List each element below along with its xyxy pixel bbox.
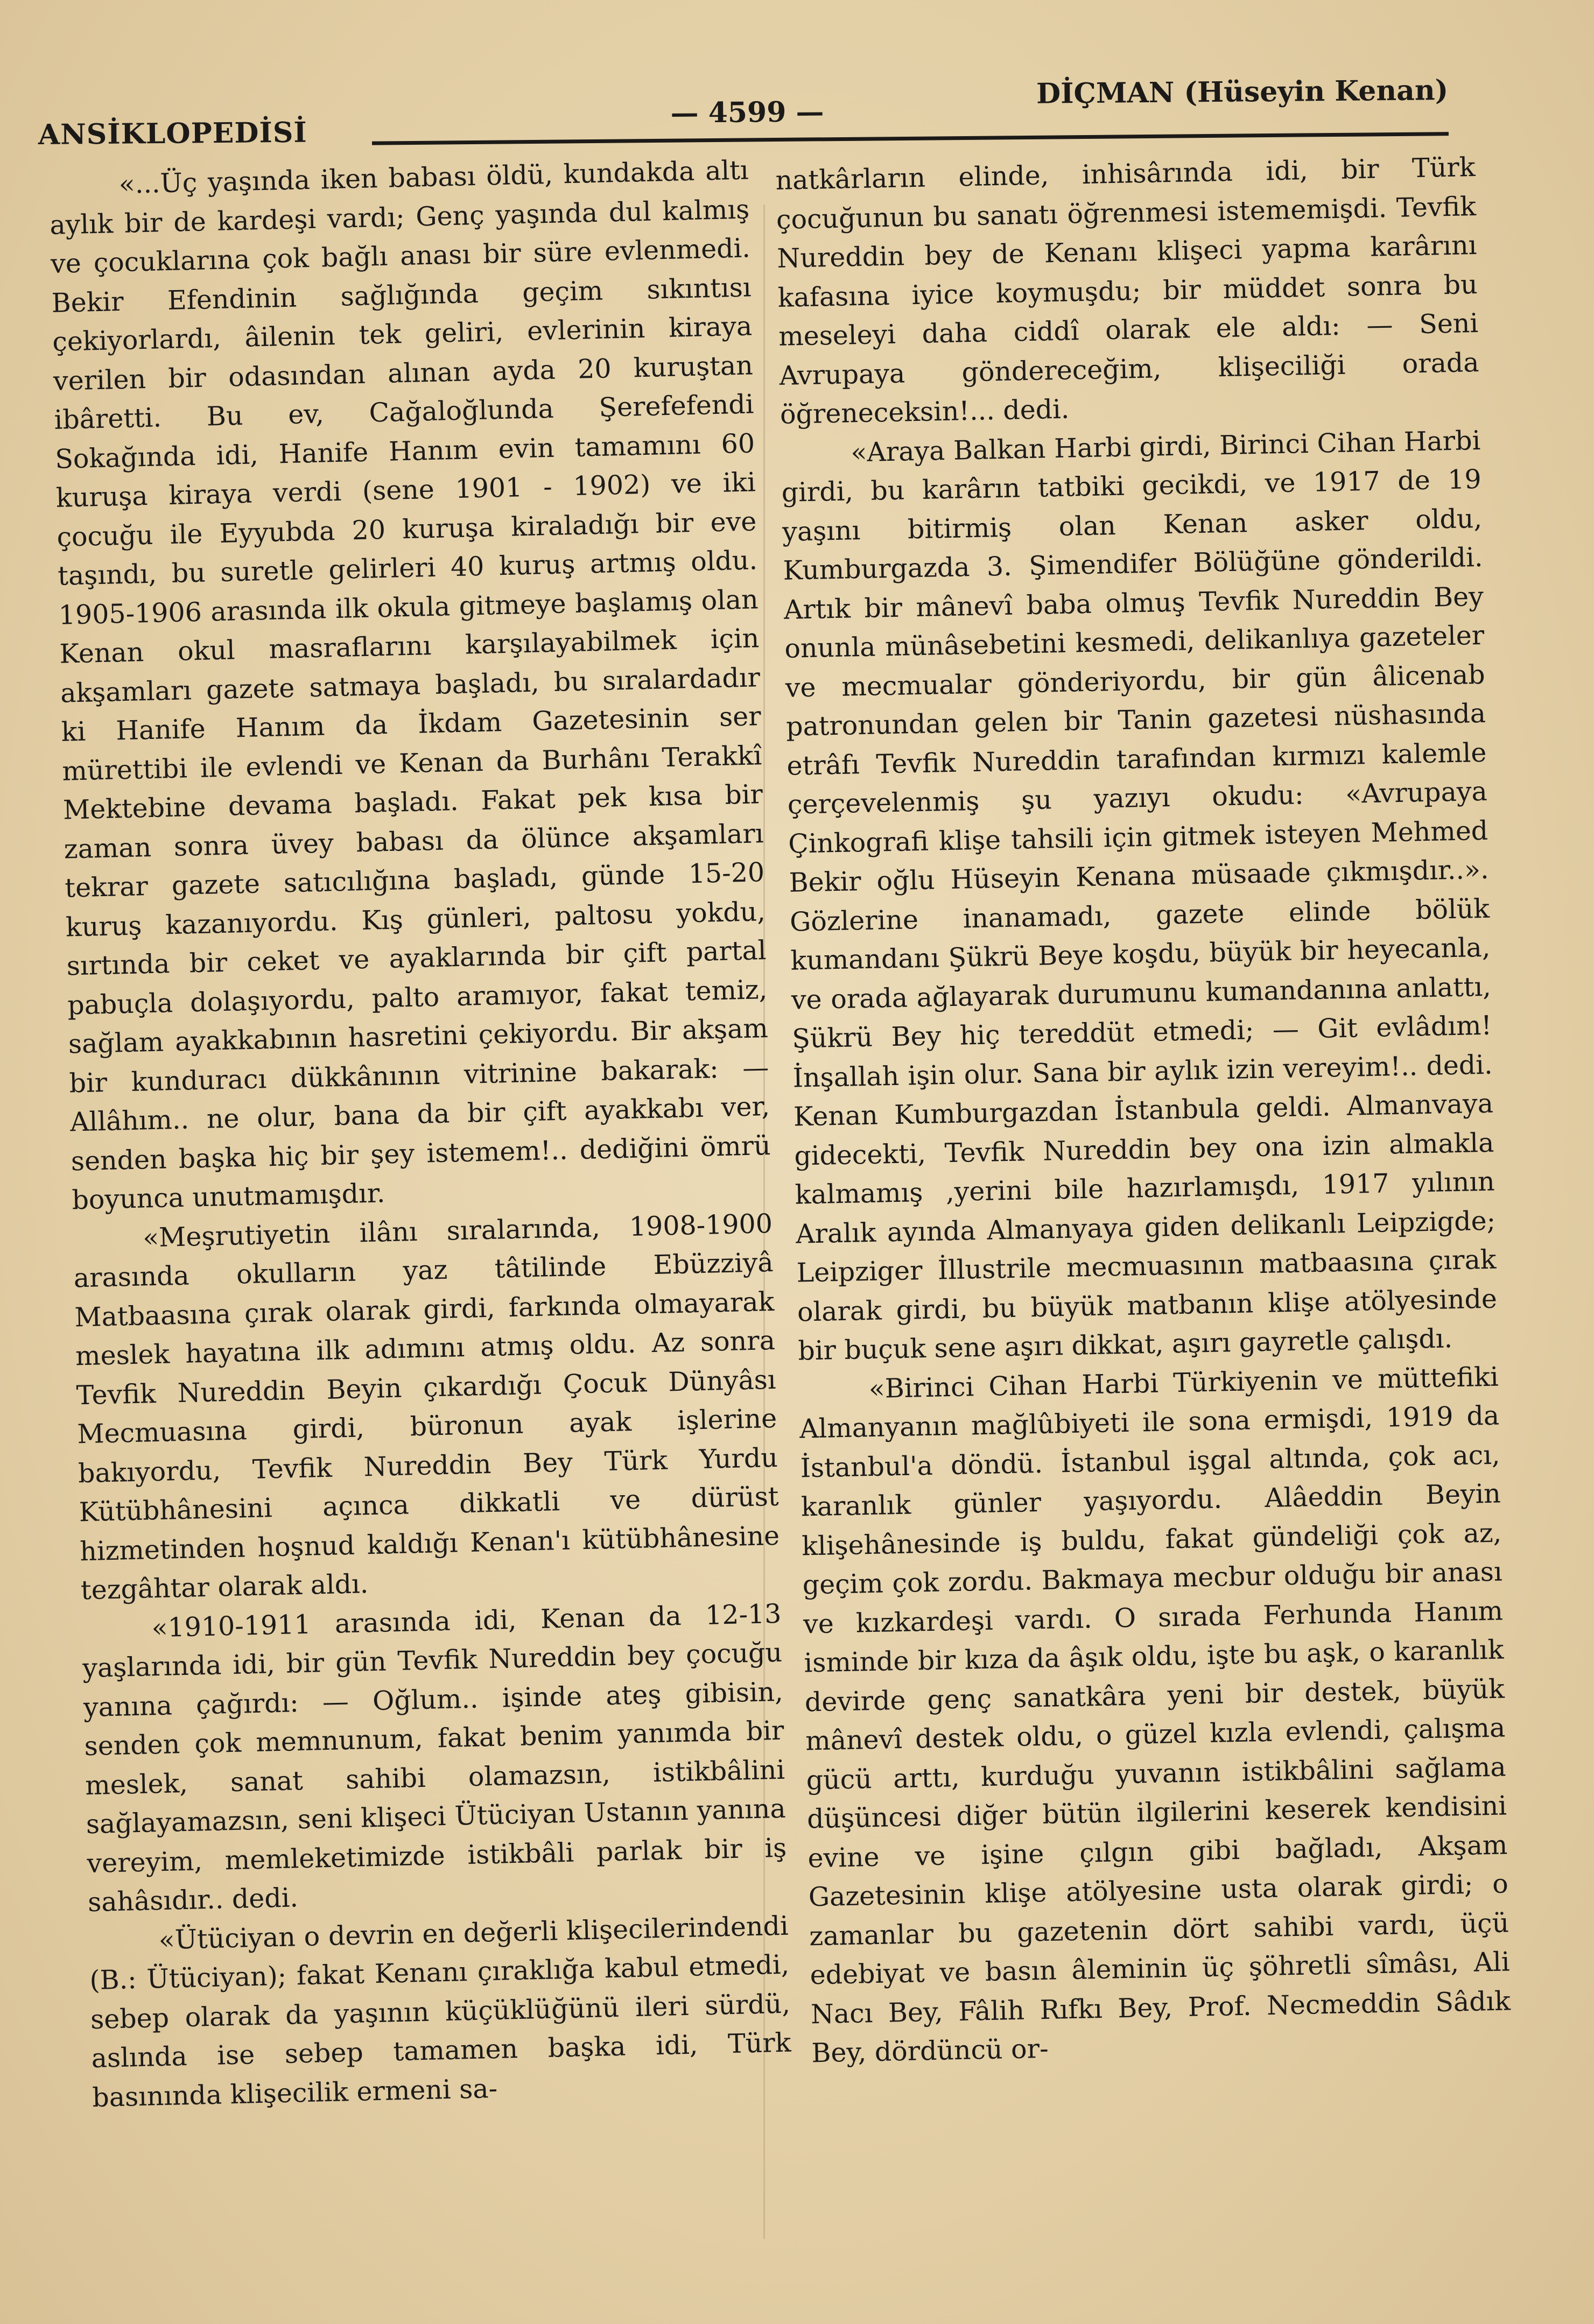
header-entry-title: DİÇMAN (Hüseyin Kenan) — [1036, 74, 1449, 110]
left-column — [48, 151, 792, 2118]
paragraph: «Araya Balkan Harbi girdi, Birinci Cihan Harbi girdi, bu karârın tatbiki gecikdi, ve 1917 de 19 yaşını bitirmiş olan Kenan asker oldu, Kumburgazda 3. Şimendifer Bölüğüne gönderildi. Artık bir mânevî baba olmuş Tevfik Nureddin Bey onunla münâsebetini kesmedi, delikanlıya gazeteler ve mecmualar gönderiyordu, bir gün âlicenab patronundan gelen bir Tanin gazetesi nüshasında etrâfı Tevfik Nureddin tarafından kırmızı kalemle çerçevelenmiş şu yazıyı okudu: «Avrupaya Çinkografi klişe tahsili için gitmek isteyen Mehmed Bekir oğlu Hüseyin Kenana müsaade çıkmışdır..». Gözlerine inanamadı, gazete elinde bölük kumandanı Şükrü Beye koşdu, büyük bir heyecanla, ve orada ağlayarak durumunu kumandanına anlattı, Şükrü Bey hiç tereddüt etmedi; — Git evlâdım! İnşallah işin olur. Sana bir aylık izin vereyim!.. dedi. Kenan Kumburgazdan İstanbula geldi. Almanvaya gidecekti, Tevfik Nureddin bey ona izin almakla kalmamış ,yerini bile hazırlamışdı, 1917 yılının Aralık ayında Almanyaya giden delikanlı Leipzigde; Leipziger İllustrile mecmuasının matbaasına çırak olarak girdi, bu büyük matbanın klişe atölyesinde bir buçuk sene aşırı dikkat, aşırı gayretle çalışdı. — [781, 425, 1498, 1367]
paragraph: «Birinci Cihan Harbi Türkiyenin ve müttefiki Almanyanın mağlûbiyeti ile sona ermişdi, 1919 da İstanbul'a döndü. İstanbul işgal altında, çok acı, karanlık günler yaşıyordu. Alâeddin Beyin klişehânesinde iş buldu, fakat gündeliği çok az, geçim çok zordu. Bakmaya mecbur olduğu bir anası ve kızkardeşi vardı. O sırada Ferhunda Hanım isminde bir kıza da âşık oldu, işte bu aşk, o karanlık devirde genç sanatkâra yeni bir destek, büyük mânevî destek oldu, o güzel kızla evlendi, çalışma gücü arttı, kurduğu yuvanın istikbâlini sağlama düşüncesi diğer bütün ilgilerini keserek kendisini evine ve işine çılgın gibi bağladı, Akşam Gazetesinin klişe atölyesine usta olarak girdi; o zamanlar bu gazetenin dört sahibi vardı, üçü edebiyat ve basın âleminin üç şöhretli sîmâsı, Ali Nacı Bey, Fâlih Rıfkı Bey, Prof. Necmeddin Sâdık Bey, dördüncü or- — [799, 1361, 1511, 2069]
paragraph: «...Üç yaşında iken babası öldü, kundakda altı aylık bir de kardeşi vardı; Genç yaşında dul kalmış ve çocuklarına çok bağlı anası bir süre evlenmedi. Bekir Efendinin sağlığında geçim sıkıntısı çekiyorlardı, âilenin tek geliri, evlerinin kiraya verilen bir odasından alınan ayda 20 kuruştan ibâretti. Bu ev, Cağaloğlunda Şerefefendi Sokağında idi, Hanife Hanım evin tamamını 60 kuruşa kiraya verdi (sene 1901 - 1902) ve iki çocuğu ile Eyyubda 20 kuruşa kiraladığı bir eve taşındı, bu suretle gelirleri 40 kuruş artmış oldu. 1905-1906 arasında ilk okula gitmeye başlamış olan Kenan okul masraflarını karşılayabilmek için akşamları gazete satmaya başladı, bu sıralardadır ki Hanife Hanım da İkdam Gazetesinin ser mürettibi ile evlendi ve Kenan da Burhânı Terakkî Mektebine devama başladı. Fakat pek kısa bir zaman sonra üvey babası da ölünce akşamları tekrar gazete satıcılığına başladı, günde 15-20 kuruş kazanıyordu. Kış günleri, paltosu yokdu, sırtında bir ceket ve ayaklarında bir çift partal pabuçla dolaşıyordu, palto aramıyor, fakat temiz, sağlam ayakkabının hasretini çekiyordu. Bir akşam bir kunduracı dükkânının vitrinine bakarak: — Allâhım.. ne olur, bana da bir çift ayakkabı ver, senden başka hiç bir şey istemem!.. dediğini ömrü boyunca unutmamışdır. — [49, 154, 771, 1216]
header-rule — [372, 132, 1449, 145]
right-column — [775, 148, 1512, 2073]
page-number: — 4599 — — [670, 95, 824, 130]
header-encyclopedia-title: ANSİKLOPEDİSİ — [38, 116, 307, 151]
paragraph: «1910-1911 arasında idi, Kenan da 12-13 yaşlarında idi, bir gün Tevfik Nureddin bey çocuğu yanına çağırdı: — Oğlum.. işinde ateş gibisin, senden çok memnunum, fakat benim yanımda bir meslek, sanat sahibi olamazsın, istikbâlini sağlayamazsın, seni klişeci Ütüciyan Ustanın yanına vereyim, memleketimizde istikbâli parlak bir iş sahâsıdır.. dedi. — [82, 1598, 787, 1918]
paragraph: natkârların elinde, inhisârında idi, bir Türk çocuğunun bu sanatı öğrenmesi istememişdi. Tevfik Nureddin bey de Kenanı klişeci yapma karârını kafasına iyice koymuşdu; bir müddet sonra bu meseleyi daha ciddî olarak ele aldı: — Seni Avrupaya göndereceğim, klişeciliği orada öğreneceksin!... dedi. — [775, 152, 1479, 430]
page-header — [38, 68, 1449, 151]
paragraph: «Ütüciyan o devrin en değerli klişecilerindendi (B.: Ütüciyan); fakat Kenanı çıraklığa kabul etmedi, sebep olarak da yaşının küçüklüğünü ileri sürdü, aslında ise sebep tamamen başka idi, Türk basınında klişecilik ermeni sa- — [89, 1910, 792, 2113]
paragraph: «Meşrutiyetin ilânı sıralarında, 1908-1900 arasında okulların yaz tâtilinde Ebüzziyâ Matbaasına çırak olarak girdi, farkında olmayarak meslek hayatına ilk adımını atmış oldu. Az sonra Tevfik Nureddin Beyin çıkardığı Çocuk Dünyâsı Mecmuasına girdi, büronun ayak işlerine bakıyordu, Tevfik Nureddin Bey Türk Yurdu Kütübhânesini açınca dikkatli ve dürüst hizmetinden hoşnud kaldığı Kenan'ı kütübhânesine tezgâhtar olarak aldı. — [73, 1208, 780, 1606]
